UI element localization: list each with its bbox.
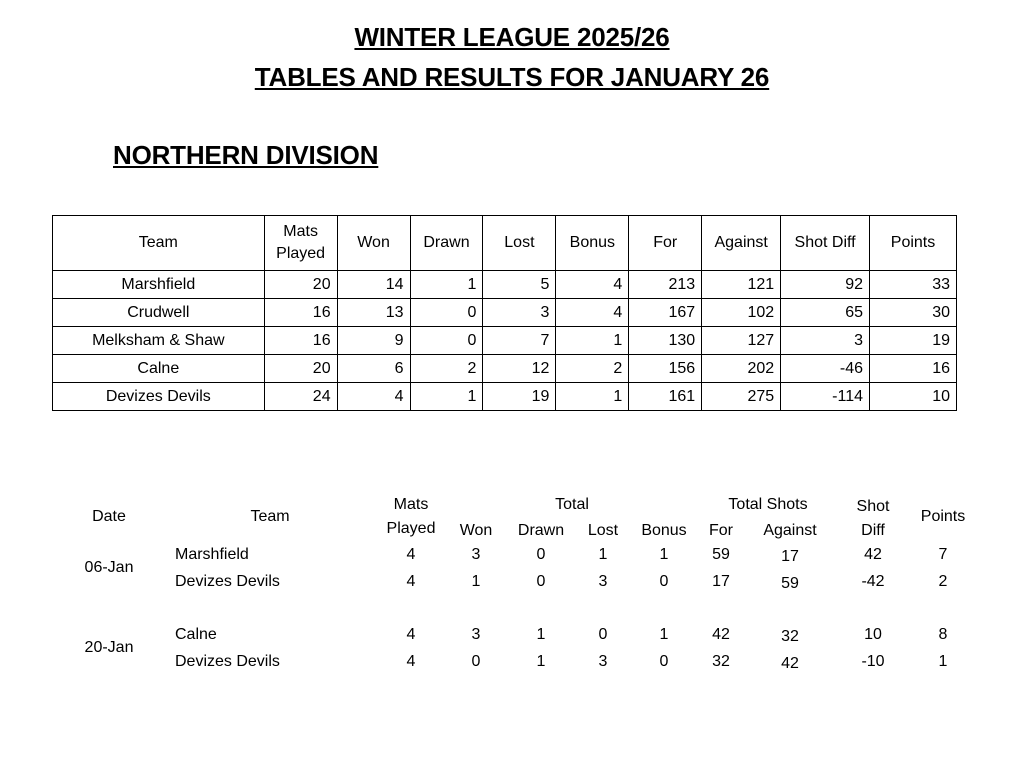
stat-cell: 156 xyxy=(629,355,702,383)
stat-cell: 9 xyxy=(337,327,410,355)
stat-cell: 102 xyxy=(702,299,781,327)
stat-cell: 16 xyxy=(264,327,337,355)
result-shots-against: 32 xyxy=(781,628,799,645)
header-bonus: Bonus xyxy=(556,216,629,271)
stat-cell: 4 xyxy=(556,299,629,327)
result-shots-for: 42 xyxy=(712,626,730,643)
team-cell: Melksham & Shaw xyxy=(53,327,265,355)
stat-cell: 4 xyxy=(337,383,410,411)
stat-cell: 167 xyxy=(629,299,702,327)
result-won: 3 xyxy=(471,546,481,563)
stat-cell: 1 xyxy=(556,327,629,355)
result-drawn: 0 xyxy=(536,546,546,563)
result-bonus: 1 xyxy=(659,626,669,643)
result-drawn: 0 xyxy=(536,573,546,590)
result-shot-diff: 42 xyxy=(864,546,882,563)
results-header-bonus: Bonus xyxy=(641,522,687,539)
stat-cell: 65 xyxy=(781,299,870,327)
result-won: 3 xyxy=(471,626,481,643)
stat-cell: 0 xyxy=(410,327,483,355)
header-team: Team xyxy=(53,216,265,271)
table-row xyxy=(53,299,957,327)
stat-cell: 92 xyxy=(781,271,870,299)
stat-cell: 130 xyxy=(629,327,702,355)
stat-cell: 24 xyxy=(264,383,337,411)
result-team: Devizes Devils xyxy=(175,573,280,590)
result-shots-for: 32 xyxy=(712,653,730,670)
stat-cell: 7 xyxy=(483,327,556,355)
stat-cell: 161 xyxy=(629,383,702,411)
stat-cell: 33 xyxy=(870,271,957,299)
header-drawn: Drawn xyxy=(410,216,483,271)
result-team: Marshfield xyxy=(175,546,249,563)
result-shots-for: 59 xyxy=(712,546,730,563)
stat-cell: 3 xyxy=(483,299,556,327)
result-drawn: 1 xyxy=(536,626,546,643)
result-drawn: 1 xyxy=(536,653,546,670)
result-mats-played: 4 xyxy=(406,626,416,643)
stat-cell: 16 xyxy=(870,355,957,383)
stat-cell: 2 xyxy=(410,355,483,383)
team-cell: Marshfield xyxy=(53,271,265,299)
stat-cell: 13 xyxy=(337,299,410,327)
result-shot-diff: 10 xyxy=(864,626,882,643)
table-row xyxy=(53,355,957,383)
stat-cell: 12 xyxy=(483,355,556,383)
result-mats-played: 4 xyxy=(406,546,416,563)
table-row xyxy=(53,327,957,355)
result-points: 2 xyxy=(938,573,948,590)
result-lost: 0 xyxy=(598,626,608,643)
results-header-team: Team xyxy=(250,508,290,525)
result-team: Calne xyxy=(175,626,217,643)
stat-cell: 202 xyxy=(702,355,781,383)
result-shot-diff: -10 xyxy=(861,653,885,670)
results-header-drawn: Drawn xyxy=(517,522,565,539)
stat-cell: 4 xyxy=(556,271,629,299)
stat-cell: 121 xyxy=(702,271,781,299)
results-header-date: Date xyxy=(92,508,126,525)
results-header-diff: Diff xyxy=(861,522,885,539)
result-mats-played: 4 xyxy=(406,653,416,670)
result-bonus: 0 xyxy=(659,573,669,590)
header-against: Against xyxy=(702,216,781,271)
stat-cell: 0 xyxy=(410,299,483,327)
result-bonus: 0 xyxy=(659,653,669,670)
result-team: Devizes Devils xyxy=(175,653,280,670)
result-shots-for: 17 xyxy=(712,573,730,590)
header-won: Won xyxy=(337,216,410,271)
result-points: 7 xyxy=(938,546,948,563)
stat-cell: 20 xyxy=(264,355,337,383)
stat-cell: 1 xyxy=(410,383,483,411)
results-header-won: Won xyxy=(459,522,493,539)
results-header-points: Points xyxy=(920,508,966,525)
stat-cell: 6 xyxy=(337,355,410,383)
result-lost: 1 xyxy=(598,546,608,563)
results-header-lost: Lost xyxy=(587,522,619,539)
stat-cell: 19 xyxy=(483,383,556,411)
stat-cell: 213 xyxy=(629,271,702,299)
stat-cell: 19 xyxy=(870,327,957,355)
stat-cell: 1 xyxy=(556,383,629,411)
result-lost: 3 xyxy=(598,653,608,670)
match-date: 06-Jan xyxy=(84,559,134,576)
results-header-mats: Mats xyxy=(393,496,429,513)
league-table xyxy=(52,215,957,411)
league-header-row xyxy=(53,216,957,271)
stat-cell: 5 xyxy=(483,271,556,299)
team-cell: Crudwell xyxy=(53,299,265,327)
header-mats-played: Mats Played xyxy=(264,216,337,271)
result-points: 8 xyxy=(938,626,948,643)
result-mats-played: 4 xyxy=(406,573,416,590)
result-points: 1 xyxy=(938,653,948,670)
result-bonus: 1 xyxy=(659,546,669,563)
stat-cell: 14 xyxy=(337,271,410,299)
results-header-played: Played xyxy=(386,520,436,537)
results-header-shot: Shot xyxy=(856,498,890,515)
header-points: Points xyxy=(870,216,957,271)
header-for: For xyxy=(629,216,702,271)
team-cell: Devizes Devils xyxy=(53,383,265,411)
results-header-against: Against xyxy=(763,522,817,539)
page-subtitle: TABLES AND RESULTS FOR JANUARY 26 xyxy=(254,62,770,92)
stat-cell: 275 xyxy=(702,383,781,411)
results-header-for: For xyxy=(709,522,733,539)
stat-cell: 30 xyxy=(870,299,957,327)
table-row xyxy=(53,271,957,299)
stat-cell: 1 xyxy=(410,271,483,299)
results-header-total: Total xyxy=(555,496,589,513)
result-shots-against: 17 xyxy=(781,548,799,565)
stat-cell: 10 xyxy=(870,383,957,411)
stat-cell: 16 xyxy=(264,299,337,327)
page-title: WINTER LEAGUE 2025/26 xyxy=(354,22,670,52)
result-won: 1 xyxy=(471,573,481,590)
header-lost: Lost xyxy=(483,216,556,271)
stat-cell: 2 xyxy=(556,355,629,383)
results-header-total-shots: Total Shots xyxy=(728,496,808,513)
result-won: 0 xyxy=(471,653,481,670)
stat-cell: 20 xyxy=(264,271,337,299)
stat-cell: -114 xyxy=(781,383,870,411)
team-cell: Calne xyxy=(53,355,265,383)
stat-cell: 3 xyxy=(781,327,870,355)
stat-cell: 127 xyxy=(702,327,781,355)
stat-cell: -46 xyxy=(781,355,870,383)
table-row xyxy=(53,383,957,411)
division-heading: NORTHERN DIVISION xyxy=(113,140,379,170)
result-shot-diff: -42 xyxy=(861,573,885,590)
result-shots-against: 59 xyxy=(781,575,799,592)
result-shots-against: 42 xyxy=(781,655,799,672)
result-lost: 3 xyxy=(598,573,608,590)
header-shot-diff: Shot Diff xyxy=(781,216,870,271)
match-date: 20-Jan xyxy=(84,639,134,656)
